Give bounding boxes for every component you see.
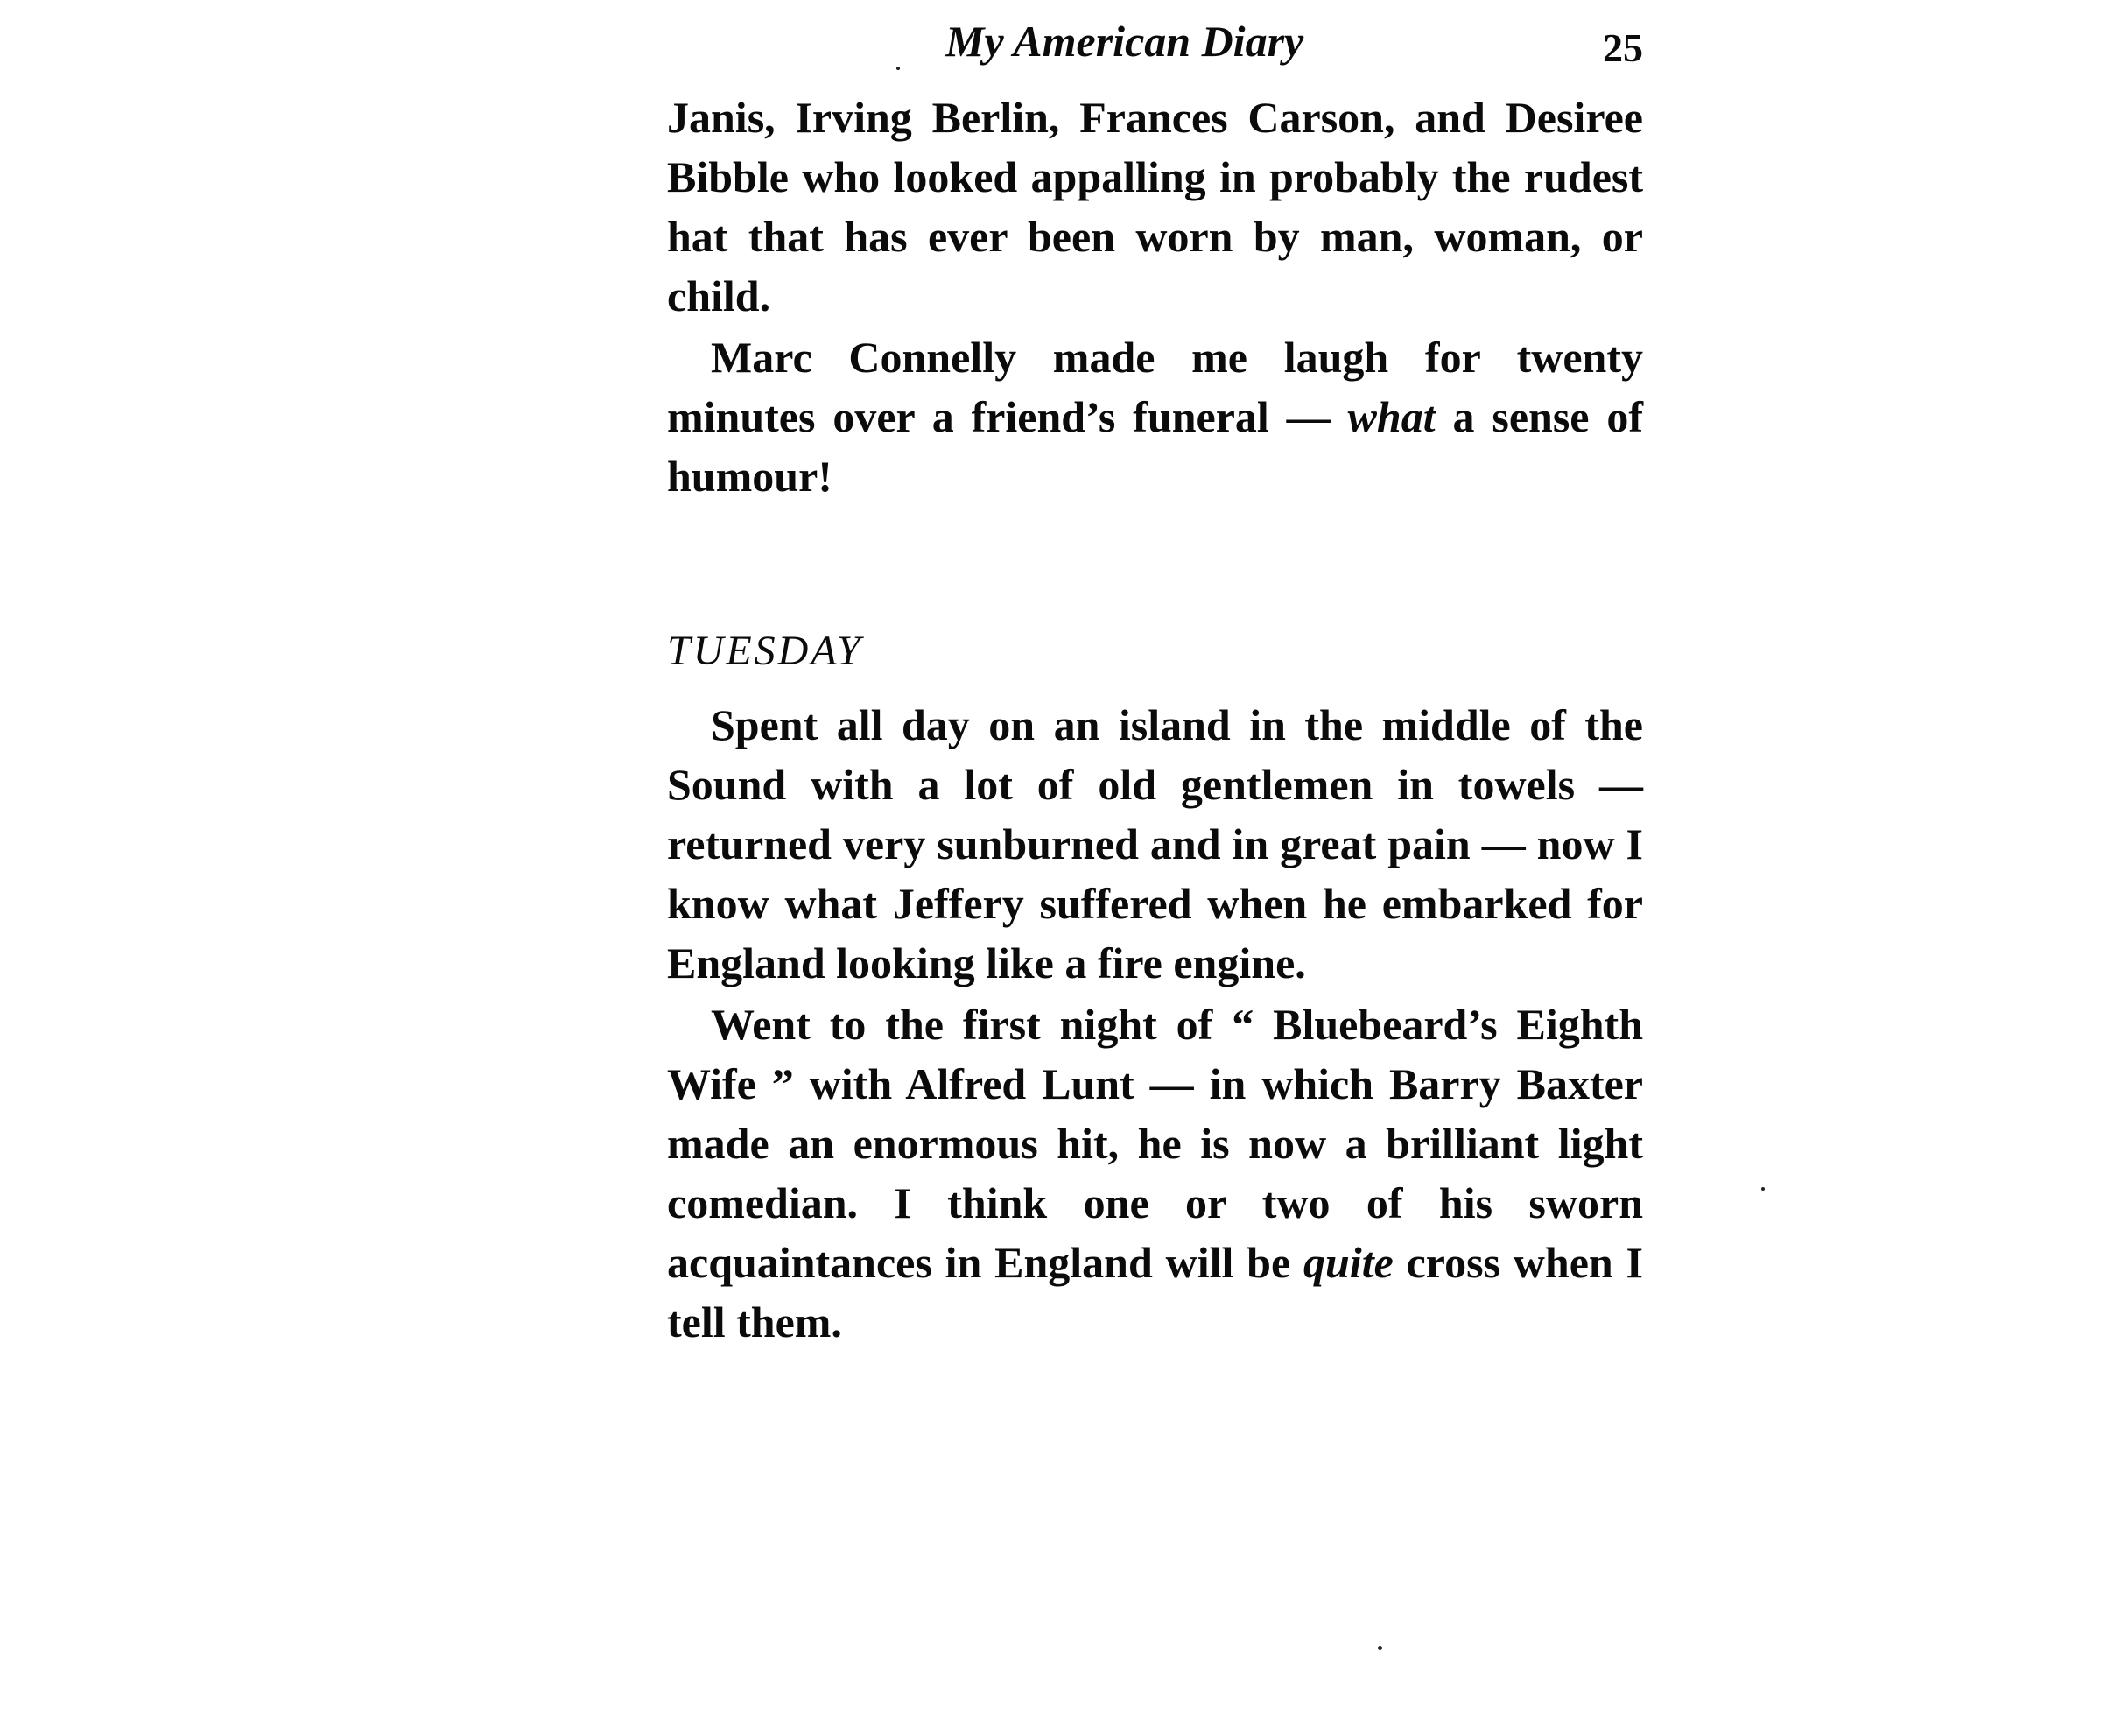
emphasis-text: quite [1303, 1238, 1394, 1287]
page-body [667, 88, 1643, 1352]
paragraph-text: Marc Connelly made me laugh for twenty minutes over a friend’s funeral — [667, 333, 1643, 441]
page-number: 25 [1603, 25, 1643, 70]
paragraph-text: cross when I tell them. [667, 1238, 1643, 1346]
paragraph-continued: Janis, Irving Berlin, Frances Carson, and Desiree Bibble who looked appalling in probably the rudest hat that has ever been worn by man, woman, or child. [667, 93, 1643, 320]
paragraph-bluebeard [667, 995, 1643, 1352]
running-title: My American Diary [945, 17, 1304, 66]
paragraph-text: Went to the first night of “ Bluebeard’s Eighth Wife ” with Alfred Lunt — in which Barry Baxter made an enormous hit, he is now a brilliant light comedian. I think one or two of his sworn acquaintances in England will be [667, 1000, 1643, 1287]
scan-speck [1761, 1187, 1765, 1191]
running-head [667, 16, 1643, 77]
scan-speck [896, 67, 900, 70]
scan-speck [1378, 1646, 1382, 1650]
section-heading-tuesday: TUESDAY [667, 628, 863, 674]
paragraph-text: a sense of humour! [667, 392, 1643, 501]
paragraph-island: Spent all day on an island in the middle of the Sound with a lot of old gentlemen in towels — returned very sunburned and in great pain — now I know what Jeffery suffered when he embarked for England looking like a fire engine. [667, 700, 1643, 987]
emphasis-text: what [1347, 392, 1436, 441]
paragraph-marc-connelly [667, 327, 1643, 506]
